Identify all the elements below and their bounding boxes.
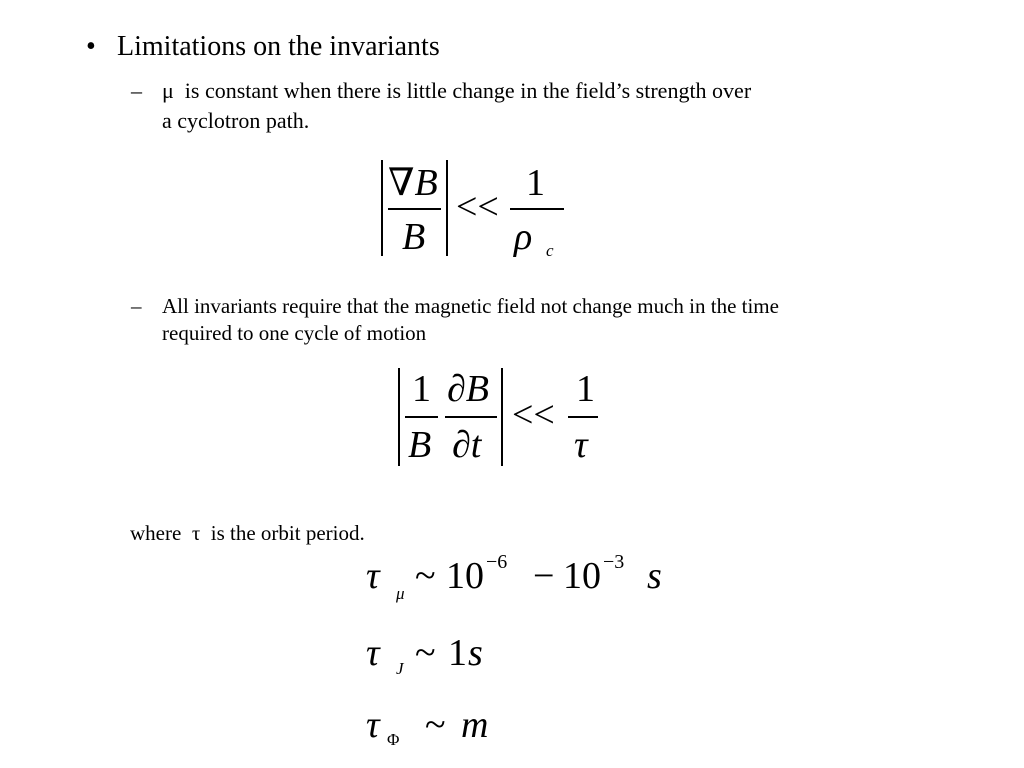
unit-seconds: s (468, 632, 483, 674)
tau-symbol: τ (574, 424, 588, 466)
eq2-a-denominator: B (408, 424, 432, 466)
eq1-denominator: B (402, 216, 426, 258)
timescale-value: 1 (448, 632, 467, 674)
eq1-numerator (388, 164, 438, 202)
abs-bar-left (381, 160, 383, 256)
eq1-relation: << (456, 186, 499, 228)
rho-symbol: ρ (514, 216, 533, 258)
tau-symbol: τ (191, 521, 201, 545)
power-exponent: −3 (603, 551, 625, 573)
eq1-rhs-fraction-line (510, 208, 564, 210)
timescale-subscript: J (396, 659, 404, 678)
where-post: is the orbit period. (210, 521, 365, 545)
eq1-num-var: B (414, 162, 438, 204)
tilde-symbol: ~ (425, 704, 446, 746)
where-line (130, 520, 365, 546)
sub-bullet-2-line-2: required to one cycle of motion (162, 321, 427, 345)
main-bullet-text: Limitations on the invariants (117, 31, 440, 62)
unit-seconds: s (647, 555, 662, 597)
main-bullet (86, 31, 96, 63)
power-base: 10 (446, 555, 484, 597)
mu-symbol: μ (162, 78, 174, 103)
unit-minutes: m (461, 704, 489, 746)
timescale-subscript: μ (396, 584, 405, 603)
eq1-rhs-numerator: 1 (526, 162, 545, 204)
power-base: 10 (563, 555, 601, 597)
eq2-b-num-var: B (465, 368, 489, 410)
eq2-rhs-fraction-line (568, 416, 598, 418)
timescale-subscript: Φ (387, 730, 400, 749)
sub-bullet-2-line-1: All invariants require that the magnetic field not change much in the time (162, 294, 779, 318)
abs-bar-left (398, 368, 400, 466)
eq2-b-fraction-line (445, 416, 497, 418)
tilde-symbol: ~ (415, 632, 436, 674)
eq1-fraction-line (388, 208, 441, 210)
eq2-b-numerator (447, 370, 489, 408)
sub-bullet-1-marker: – (131, 78, 142, 103)
eq2-b-denominator (452, 426, 481, 464)
tau-symbol: τ (366, 704, 380, 746)
partial-symbol: ∂ (447, 368, 466, 410)
sub-bullet-1-line-1 (162, 76, 751, 105)
tau-symbol: τ (366, 632, 380, 674)
abs-bar-right (501, 368, 503, 466)
range-dash: − (533, 555, 555, 597)
eq2-a-fraction-line (405, 416, 438, 418)
partial-symbol: ∂ (452, 424, 471, 466)
sub-bullet-2-marker: – (131, 294, 142, 318)
eq2-b-den-var: t (470, 424, 482, 466)
eq2-a-numerator: 1 (412, 368, 431, 410)
abs-bar-right (446, 160, 448, 256)
rho-subscript: c (546, 241, 554, 260)
power-exponent: −6 (486, 551, 508, 573)
sub-bullet-1-text: is constant when there is little change in the field’s strength over (184, 78, 752, 103)
where-pre: where (130, 521, 182, 545)
nabla-symbol: ∇ (388, 162, 415, 204)
sub-bullet-1-line-2: a cyclotron path. (162, 108, 310, 133)
eq2-rhs-numerator: 1 (576, 368, 595, 410)
tau-symbol: τ (366, 555, 380, 597)
tilde-symbol: ~ (415, 555, 436, 597)
bullet-marker: • (86, 31, 96, 62)
eq2-relation: << (512, 394, 555, 436)
